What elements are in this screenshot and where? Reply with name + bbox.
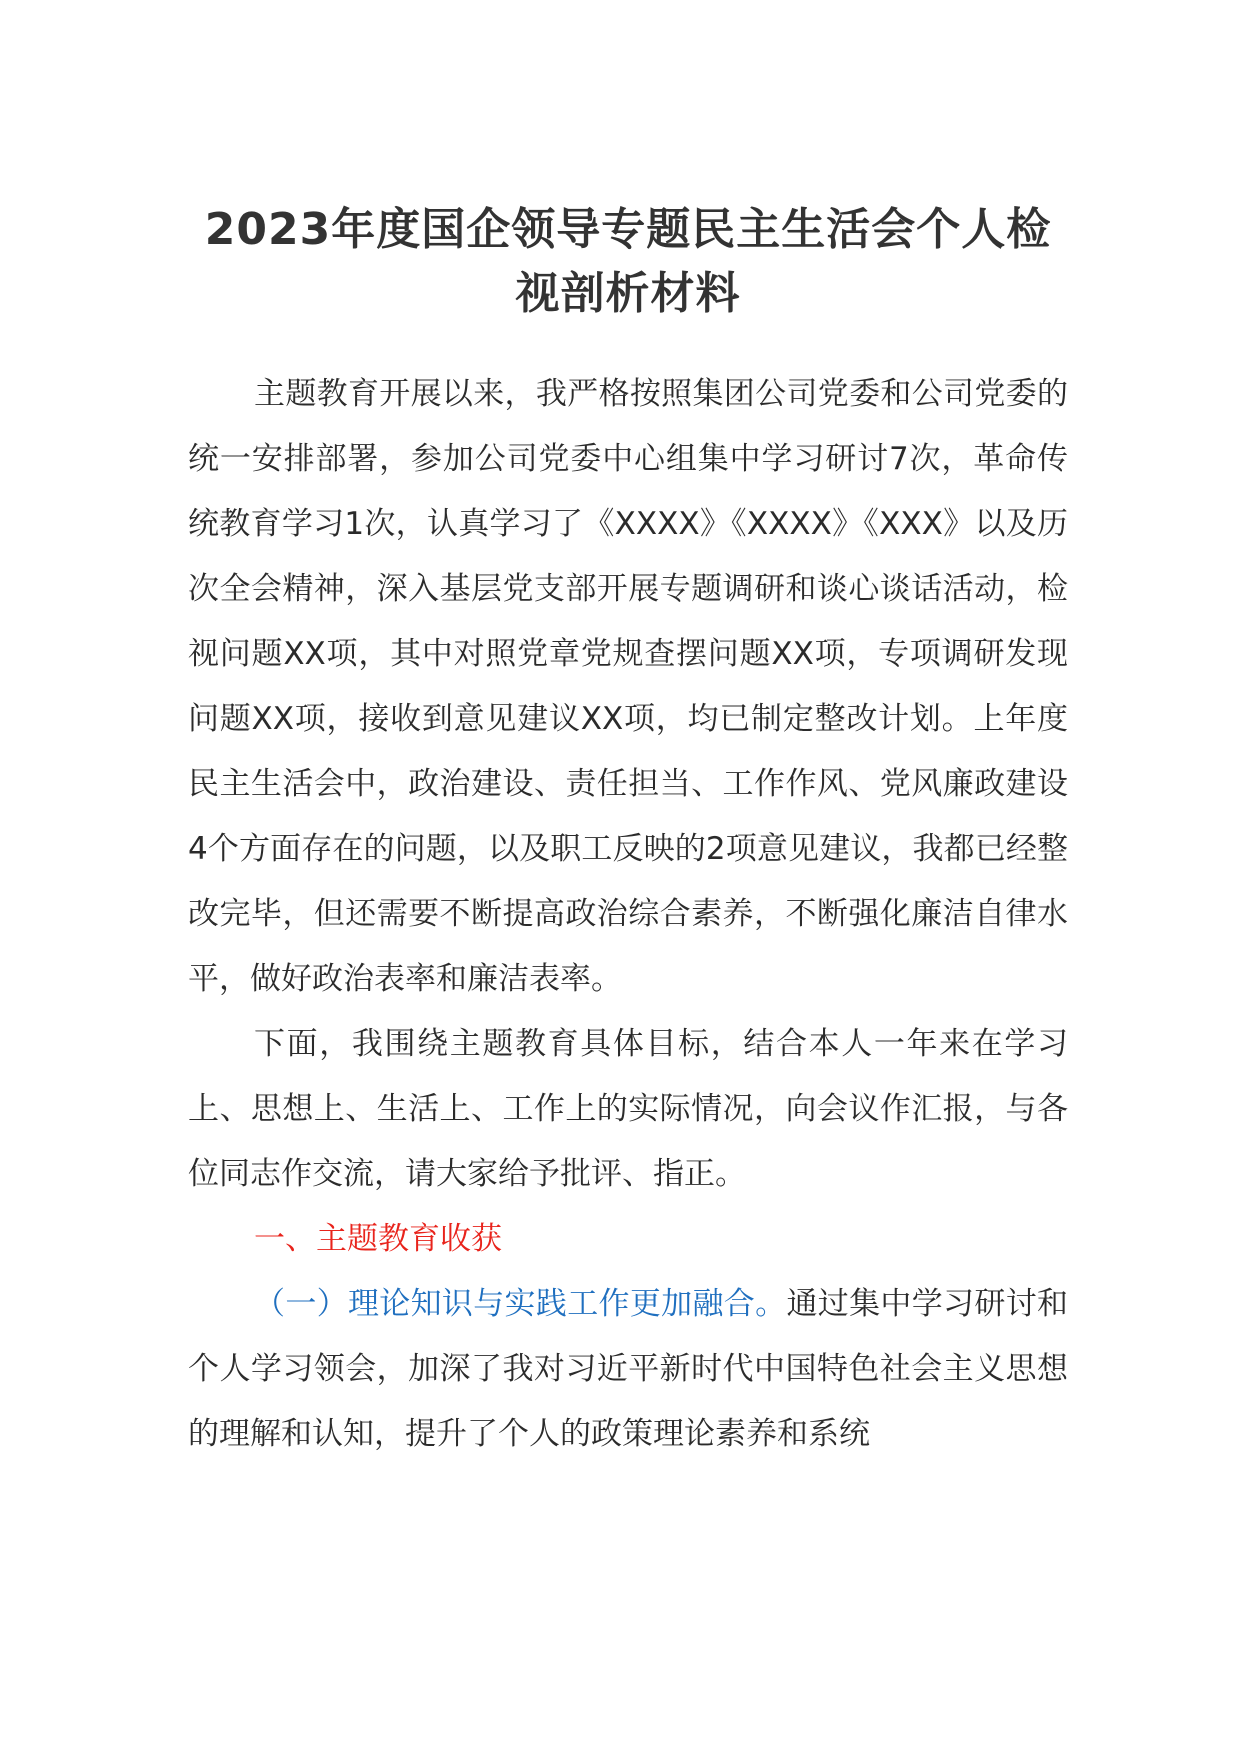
intro-paragraph: 主题教育开展以来，我严格按照集团公司党委和公司党委的统一安排部署，参加公司党委中心组集中学习研讨7次，革命传统教育学习1次，认真学习了《XXXX》《XXXX》《XXX》以及历次全会精神，深入基层党支部开展专题调研和谈心谈话活动，检视问题XX项，其中对照党章党规查摆问题XX项，专项调研发现问题XX项，接收到意见建议XX项，均已制定整改计划。上年度民主生活会中，政治建设、责任担当、工作作风、党风廉政建设4个方面存在的问题，以及职工反映的2项意见建议，我都已经整改完毕，但还需要不断提高政治综合素养，不断强化廉洁自律水平，做好政治表率和廉洁表率。 [188, 376, 1068, 997]
document-title: 2023年度国企领导专题民主生活会个人检视剖析材料 [204, 204, 1052, 319]
section-heading-1: 一、主题教育收获 [254, 1221, 502, 1257]
subsection-text-1: 通过集中学习研讨和个人学习领会，加深了我对习近平新时代中国特色社会主义思想的理解和认知，提升了个人的政策理论素养和系统 [188, 1286, 1069, 1452]
document-body [188, 362, 1068, 1467]
document-page [188, 198, 1068, 1467]
subsection-paragraph-1 [188, 1272, 1068, 1467]
summary-paragraph: 下面，我围绕主题教育具体目标，结合本人一年来在学习上、思想上、生活上、工作上的实际情况，向会议作汇报，与各位同志作交流，请大家给予批评、指正。 [188, 1026, 1068, 1192]
subsection-heading-1: （一）理论知识与实践工作更加融合。 [254, 1286, 787, 1322]
